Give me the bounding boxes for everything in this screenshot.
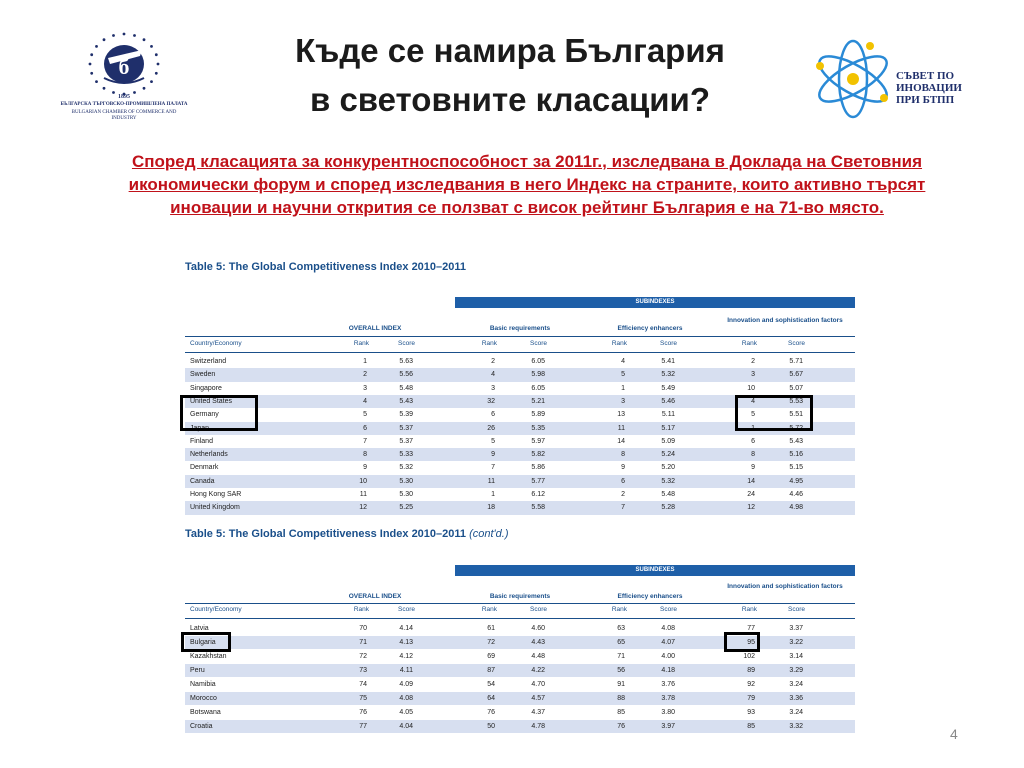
country-cell: Germany [190,411,219,419]
country-cell: Peru [190,667,205,674]
table-row [185,435,855,448]
efficiency-score-cell: 5.24 [661,451,675,459]
column-header-row [185,606,855,618]
basic-rank-cell: 76 [487,709,495,716]
col-rank: Rank [611,340,627,347]
table2-title-text: Table 5: The Global Competitiveness Index 2010–2011 [185,528,467,540]
country-cell: Switzerland [190,358,227,365]
overall-score-cell: 4.08 [399,695,413,702]
efficiency-rank-cell: 7 [621,504,625,512]
efficiency-score-cell: 5.32 [661,371,675,379]
table-row [185,664,855,677]
overall-score-cell: 4.13 [399,639,413,646]
overall-score-cell: 5.25 [399,504,413,512]
group-efficiency: Efficiency enhancers [617,593,683,600]
logo-star [89,63,92,66]
efficiency-rank-cell: 11 [617,424,625,432]
overall-score-cell: 4.05 [399,709,413,716]
efficiency-rank-cell: 3 [621,397,625,405]
country-cell: Botswana [190,709,221,716]
efficiency-rank-cell: 63 [617,625,625,632]
logo-star [155,53,158,56]
overall-score-cell: 5.37 [399,437,413,445]
highlight-box-us-germany-name [180,395,258,431]
efficiency-score-cell: 5.41 [661,358,675,365]
efficiency-rank-cell: 85 [617,709,625,716]
efficiency-rank-cell: 14 [617,437,625,445]
col-rank: Rank [353,340,369,347]
efficiency-score-cell: 4.08 [661,625,675,632]
innovation-score-cell: 3.24 [789,681,803,688]
innovation-score-cell: 5.07 [789,384,803,392]
page-title [220,26,800,124]
basic-rank-cell: 3 [491,384,495,392]
innovation-score-cell: 3.32 [789,723,803,730]
col-country: Country/Economy [190,340,242,347]
overall-rank-cell: 9 [363,464,367,472]
overall-score-cell: 5.39 [399,411,413,419]
efficiency-rank-cell: 13 [617,411,625,419]
overall-rank-cell: 74 [359,681,367,688]
efficiency-rank-cell: 8 [621,451,625,459]
innovation-rank-cell: 92 [747,681,755,688]
overall-score-cell: 5.30 [399,477,413,485]
innovation-score-cell: 3.29 [789,667,803,674]
basic-rank-cell: 26 [487,424,495,432]
overall-rank-cell: 3 [363,384,367,392]
basic-rank-cell: 72 [487,639,495,646]
country-cell: Latvia [190,625,209,632]
overall-score-cell: 4.04 [399,723,413,730]
innovation-rank-cell: 24 [747,491,755,498]
table-row [185,706,855,719]
innovation-rank-cell: 89 [747,667,755,674]
basic-rank-cell: 18 [487,504,495,512]
table-row [185,355,855,368]
innovation-score-cell: 3.36 [789,695,803,702]
innovation-rank-cell: 1 [751,424,755,432]
country-cell: United States [190,397,233,405]
efficiency-score-cell: 4.18 [661,667,675,674]
country-cell: Hong Kong SAR [190,491,242,498]
intro-paragraph: Според класацията за конкурентноспособност за 2011г., изследвана в Доклада на Световния икономически форум и според изследвания в него Индекс на страните, които активно търсят иновации и научни открития се ползват с висок рейтинг България е на 71-во място. [128,152,926,217]
overall-rank-cell: 76 [359,709,367,716]
country-cell: United Kingdom [190,504,240,512]
innovation-rank-cell: 14 [747,477,755,485]
innovation-rank-cell: 5 [751,411,755,419]
col-rank: Rank [481,606,497,613]
overall-score-cell: 5.48 [399,384,413,392]
logo-star [133,34,136,37]
innovation-rank-cell: 102 [743,653,755,660]
innovation-rank-cell: 3 [751,371,755,379]
col-rank: Rank [741,606,757,613]
bcci-emblem-icon [60,28,188,100]
page-number: 4 [950,726,958,742]
efficiency-rank-cell: 65 [617,639,625,646]
basic-rank-cell: 11 [487,477,495,485]
innovation-score-cell: 5.53 [789,397,803,405]
column-header-row [185,340,855,352]
basic-score-cell: 4.37 [531,709,545,716]
basic-rank-cell: 9 [491,451,495,459]
overall-score-cell: 5.37 [399,424,413,432]
innovation-rank-cell: 4 [751,397,755,405]
table2-title [185,528,509,540]
table-row [185,488,855,501]
basic-score-cell: 5.86 [531,464,545,472]
innovation-score-cell: 4.95 [789,477,803,485]
innovation-score-cell: 4.46 [789,491,803,498]
basic-score-cell: 4.57 [531,695,545,702]
innovation-score-cell: 3.24 [789,709,803,716]
group-overall: OVERALL INDEX [348,325,402,332]
logo-star [143,38,146,41]
col-rank: Rank [353,606,369,613]
efficiency-rank-cell: 56 [617,667,625,674]
innovation-rank-cell: 93 [747,709,755,716]
table-row [185,692,855,705]
basic-rank-cell: 6 [491,411,495,419]
basic-score-cell: 5.21 [531,397,545,405]
basic-rank-cell: 2 [491,358,495,365]
innovation-rank-cell: 77 [747,625,755,632]
overall-rank-cell: 71 [359,639,367,646]
basic-rank-cell: 61 [487,625,495,632]
innovation-score-cell: 5.16 [789,451,803,459]
col-country: Country/Economy [190,606,242,613]
country-cell: Croatia [190,723,213,730]
overall-rank-cell: 11 [359,491,367,498]
efficiency-score-cell: 5.17 [661,424,675,432]
efficiency-score-cell: 5.28 [661,504,675,512]
basic-rank-cell: 64 [487,695,495,702]
basic-rank-cell: 54 [487,681,495,688]
overall-score-cell: 5.43 [399,397,413,405]
logo-star [123,33,126,36]
overall-score-cell: 4.14 [399,625,413,632]
innovation-score-cell: 5.72 [789,424,803,432]
basic-rank-cell: 7 [491,464,495,472]
council-name-line-2: ИНОВАЦИИ [896,82,962,94]
basic-rank-cell: 87 [487,667,495,674]
country-cell: Netherlands [190,451,228,459]
overall-score-cell: 5.32 [399,464,413,472]
basic-score-cell: 4.70 [531,681,545,688]
header-divider [185,603,855,604]
innovation-score-cell: 3.37 [789,625,803,632]
col-rank: Rank [741,340,757,347]
overall-rank-cell: 7 [363,437,367,445]
logo-star [90,53,93,56]
basic-rank-cell: 1 [491,491,495,498]
logo-star [150,80,153,83]
efficiency-rank-cell: 91 [617,681,625,688]
country-cell: Singapore [190,384,222,392]
overall-rank-cell: 73 [359,667,367,674]
basic-score-cell: 6.05 [531,358,545,365]
bcci-logo [60,28,188,124]
country-cell: Morocco [190,695,217,702]
efficiency-score-cell: 3.78 [661,695,675,702]
overall-score-cell: 5.56 [399,371,413,379]
efficiency-score-cell: 4.07 [661,639,675,646]
innovation-rank-cell: 85 [747,723,755,730]
table2-title-suffix: (cont'd.) [469,528,509,540]
col-score: Score [788,606,805,613]
overall-rank-cell: 77 [359,723,367,730]
logo-star [103,87,106,90]
table-row [185,720,855,733]
overall-rank-cell: 1 [363,358,367,365]
overall-rank-cell: 5 [363,411,367,419]
table-row [185,475,855,488]
efficiency-score-cell: 3.76 [661,681,675,688]
efficiency-score-cell: 4.00 [661,653,675,660]
overall-score-cell: 4.12 [399,653,413,660]
basic-rank-cell: 4 [491,371,495,379]
country-cell: Kazakhstan [190,653,227,660]
basic-score-cell: 4.48 [531,653,545,660]
innovation-rank-cell: 10 [747,384,755,392]
council-name-line-1: СЪВЕТ ПО [896,70,955,82]
header-divider [185,618,855,619]
col-score: Score [660,340,677,347]
efficiency-rank-cell: 76 [617,723,625,730]
group-overall: OVERALL INDEX [348,593,402,600]
basic-score-cell: 5.82 [531,451,545,459]
logo-star [103,38,106,41]
basic-score-cell: 4.22 [531,667,545,674]
efficiency-score-cell: 5.20 [661,464,675,472]
logo-star [90,72,93,75]
efficiency-rank-cell: 88 [617,695,625,702]
efficiency-score-cell: 5.11 [661,411,675,419]
innovation-score-cell: 5.51 [789,411,803,419]
basic-score-cell: 6.05 [531,384,545,392]
logo-star [155,72,158,75]
col-score: Score [398,340,415,347]
efficiency-score-cell: 5.46 [661,397,675,405]
col-score: Score [660,606,677,613]
overall-score-cell: 5.63 [399,358,413,365]
title-line-2: в световните класации? [309,81,710,118]
overall-rank-cell: 4 [363,397,367,405]
group-innovation: Innovation and sophistication factors [727,583,843,590]
efficiency-rank-cell: 5 [621,371,625,379]
efficiency-score-cell: 5.32 [661,477,675,485]
overall-rank-cell: 72 [359,653,367,660]
basic-score-cell: 5.58 [531,504,545,512]
innovation-rank-cell: 9 [751,464,755,472]
efficiency-score-cell: 5.09 [661,437,675,445]
overall-rank-cell: 12 [359,504,367,512]
innovation-score-cell: 4.98 [789,504,803,512]
innovation-score-cell: 3.14 [789,653,803,660]
basic-rank-cell: 32 [487,397,495,405]
logo-star [143,87,146,90]
innovation-rank-cell: 95 [747,639,755,646]
council-name [896,70,980,106]
logo-star [95,80,98,83]
table-row [185,368,855,381]
header-divider [185,336,855,337]
basic-score-cell: 4.43 [531,639,545,646]
efficiency-rank-cell: 2 [621,491,625,498]
efficiency-rank-cell: 71 [617,653,625,660]
innovation-council-logo [810,36,980,122]
innovation-score-cell: 5.43 [789,437,803,445]
innovation-rank-cell: 12 [747,504,755,512]
logo-caption-bg: БЪЛГАРСКА ТЪРГОВСКО-ПРОМИШЛЕНА ПАЛАТА [60,102,188,107]
efficiency-score-cell: 5.48 [661,491,675,498]
country-cell: Denmark [190,464,219,472]
overall-score-cell: 5.30 [399,491,413,498]
logo-caption-en: BULGARIAN CHAMBER OF COMMERCE AND INDUSTRY [71,110,177,121]
overall-score-cell: 5.33 [399,451,413,459]
highlight-box-bulgaria-name [181,632,231,652]
table-row [185,382,855,395]
group-basic: Basic requirements [489,325,551,332]
logo-star [95,45,98,48]
col-score: Score [530,606,547,613]
basic-score-cell: 5.77 [531,477,545,485]
innovation-rank-cell: 8 [751,451,755,459]
efficiency-rank-cell: 1 [621,384,625,392]
innovation-score-cell: 5.67 [789,371,803,379]
innovation-score-cell: 5.71 [789,358,803,365]
country-cell: Bulgaria [190,639,216,646]
col-score: Score [398,606,415,613]
innovation-score-cell: 3.22 [789,639,803,646]
overall-rank-cell: 2 [363,371,367,379]
basic-score-cell: 6.12 [531,491,545,498]
overall-rank-cell: 70 [359,625,367,632]
efficiency-rank-cell: 9 [621,464,625,472]
basic-rank-cell: 5 [491,437,495,445]
table-row [185,461,855,474]
highlight-box-bulgaria-innovation [724,632,760,652]
col-score: Score [788,340,805,347]
efficiency-score-cell: 5.49 [661,384,675,392]
basic-rank-cell: 69 [487,653,495,660]
logo-star [157,63,160,66]
header-divider [185,352,855,353]
country-cell: Namibia [190,681,216,688]
efficiency-score-cell: 3.97 [661,723,675,730]
innovation-rank-cell: 2 [751,358,755,365]
basic-score-cell: 5.97 [531,437,545,445]
svg-text:б: б [118,54,130,79]
basic-score-cell: 5.89 [531,411,545,419]
col-rank: Rank [481,340,497,347]
efficiency-rank-cell: 4 [621,358,625,365]
basic-score-cell: 5.35 [531,424,545,432]
table-row [185,678,855,691]
col-score: Score [530,340,547,347]
logo-star [150,45,153,48]
table1-title: Table 5: The Global Competitiveness Index 2010–2011 [185,261,467,273]
overall-rank-cell: 10 [359,477,367,485]
overall-rank-cell: 75 [359,695,367,702]
innovation-rank-cell: 79 [747,695,755,702]
col-rank: Rank [611,606,627,613]
group-basic: Basic requirements [489,593,551,600]
basic-score-cell: 4.78 [531,723,545,730]
efficiency-rank-cell: 6 [621,477,625,485]
innovation-rank-cell: 6 [751,437,755,445]
table-row [185,501,855,514]
country-cell: Japan [190,424,210,432]
overall-rank-cell: 6 [363,424,367,432]
group-innovation: Innovation and sophistication factors [727,317,843,324]
subindexes-header: SUBINDEXES [455,297,855,308]
overall-rank-cell: 8 [363,451,367,459]
title-line-1: Къде се намира България [295,32,725,69]
efficiency-score-cell: 3.80 [661,709,675,716]
basic-score-cell: 4.60 [531,625,545,632]
highlight-box-us-germany-innovation [735,395,813,431]
innovation-score-cell: 5.15 [789,464,803,472]
council-name-line-3: ПРИ БТПП [896,94,955,106]
country-cell: Sweden [190,371,216,379]
atom-icon [810,36,896,122]
overall-score-cell: 4.09 [399,681,413,688]
overall-score-cell: 4.11 [399,667,413,674]
logo-year: 1895 [118,94,130,100]
country-cell: Canada [190,477,215,485]
country-cell: Finland [190,437,213,445]
logo-star [112,34,115,37]
basic-score-cell: 5.98 [531,371,545,379]
basic-rank-cell: 50 [487,723,495,730]
subindexes-header: SUBINDEXES [455,565,855,576]
table-row [185,448,855,461]
group-efficiency: Efficiency enhancers [617,325,683,332]
